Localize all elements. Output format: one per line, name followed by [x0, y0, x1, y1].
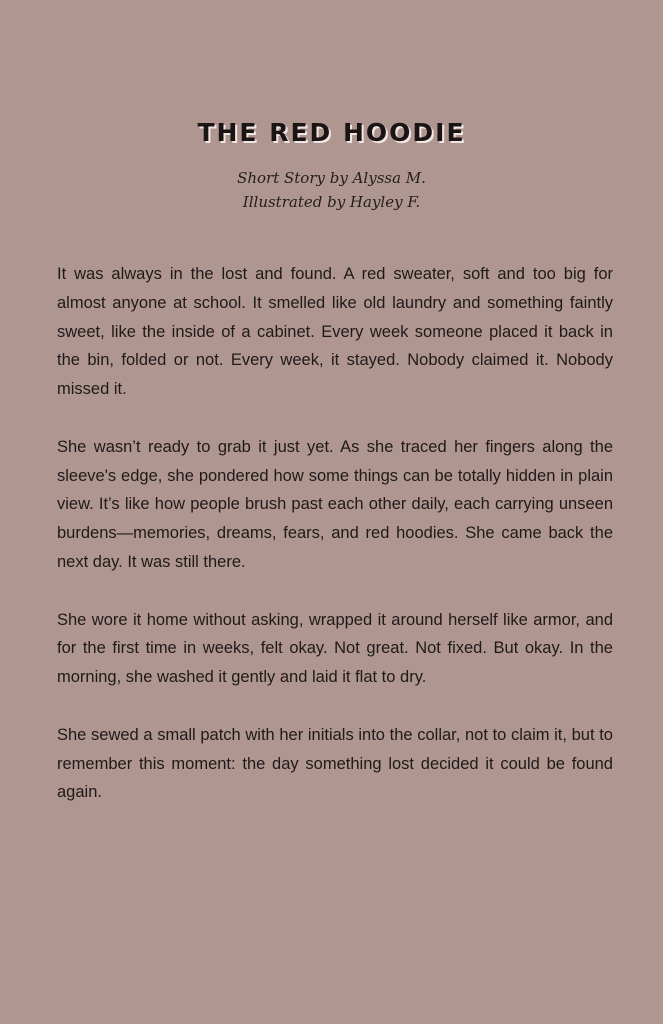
byline — [0, 166, 663, 214]
story-paragraph: She wore it home without asking, wrapped it around herself like armor, and for the first time in weeks, felt okay. Not great. Not fixed. But okay. In the morning, she washed it gently and laid it flat to dry. — [57, 610, 613, 687]
story-paragraph: It was always in the lost and found. A red sweater, soft and too big for almost anyone at school. It smelled like old laundry and something faintly sweet, like the inside of a cabinet. Every week someone placed it back in the bin, folded or not. Every week, it stayed. Nobody claimed it. Nobody missed it. — [57, 265, 613, 399]
story-paragraph: She sewed a small patch with her initials into the collar, not to claim it, but to remember this moment: the day something lost decided it could be found again. — [57, 725, 613, 802]
story-paragraph: She wasn’t ready to grab it just yet. As she traced her fingers along the sleeve's edge, she pondered how some things can be totally hidden in plain view. It’s like how people brush past each other daily, each carrying unseen burdens—memories, dreams, fears, and red hoodies. She came back the next day. It was still there. — [57, 437, 613, 571]
story-title: THE RED HOODIE — [197, 118, 466, 147]
author-credit: Short Story by Alyssa M. — [237, 169, 426, 187]
illustrator-credit: Illustrated by Hayley F. — [242, 193, 421, 211]
story-body — [57, 260, 613, 836]
